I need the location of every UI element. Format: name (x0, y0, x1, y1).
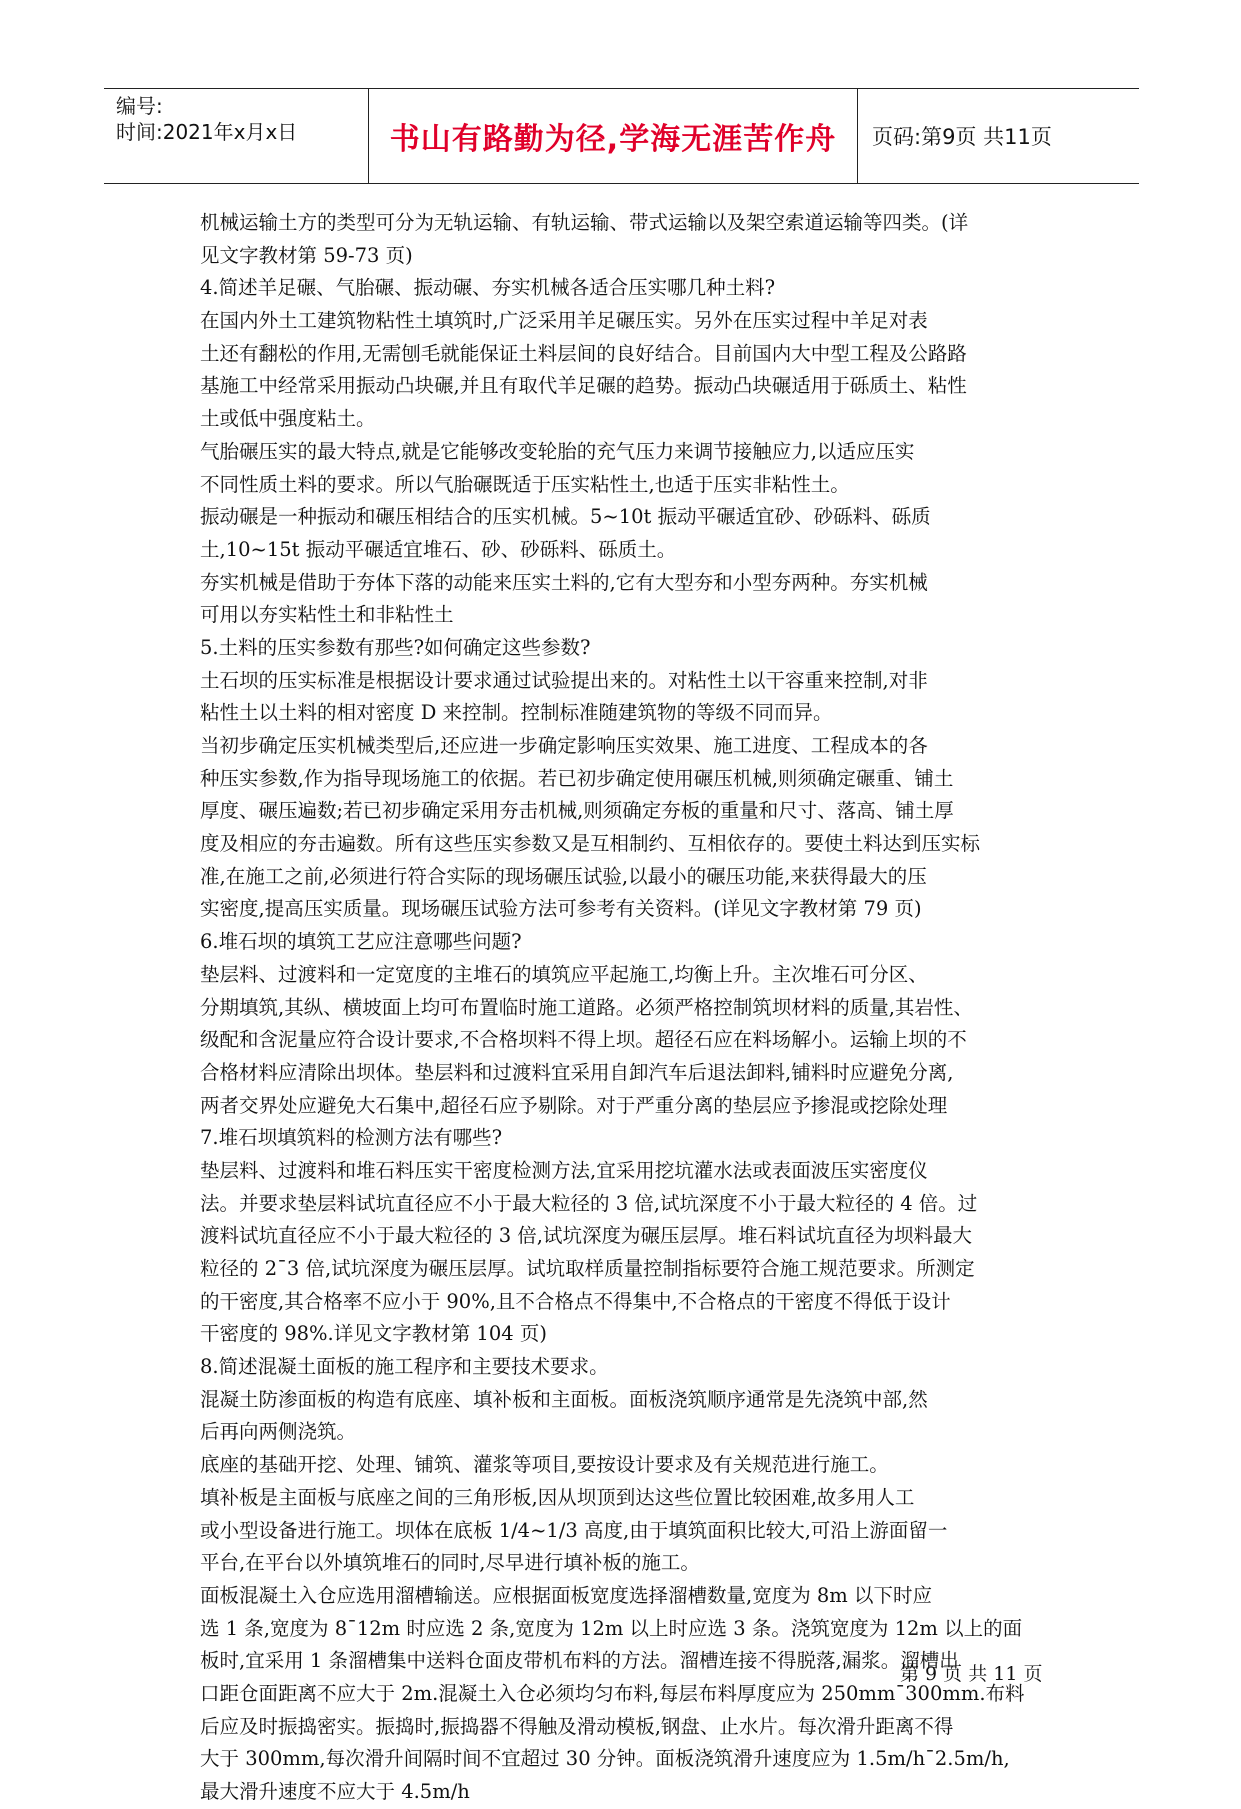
text-line: 实密度,提高压实质量。现场碾压试验方法可参考有关资料。(详见文字教材第 79 页) (200, 897, 922, 921)
text-line: 振动碾是一种振动和碾压相结合的压实机械。5~10t 振动平碾适宜砂、砂砾料、砾质 (200, 505, 931, 529)
text-line: 法。并要求垫层料试坑直径应不小于最大粒径的 3 倍,试坑深度不小于最大粒径的 4 倍。过 (200, 1191, 978, 1215)
text-line: 土还有翻松的作用,无需刨毛就能保证土料层间的良好结合。目前国内大中型工程及公路路 (200, 341, 967, 365)
text-line: 混凝土防渗面板的构造有底座、填补板和主面板。面板浇筑顺序通常是先浇筑中部,然 (200, 1387, 928, 1411)
text-line: 5.土料的压实参数有那些?如何确定这些参数? (200, 635, 591, 659)
text-line: 口距仓面距离不应大于 2m.混凝土入仓必须均匀布料,每层布料厚度应为 250mm¯300mm.布料 (200, 1681, 1025, 1705)
text-line: 当初步确定压实机械类型后,还应进一步确定影响压实效果、施工进度、工程成本的各 (200, 734, 928, 757)
page-footer: 第 9 页 共 11 页 (900, 1663, 1043, 1685)
text-line: 底座的基础开挖、处理、铺筑、灌浆等项目,要按设计要求及有关规范进行施工。 (200, 1453, 889, 1477)
text-line: 不同性质土料的要求。所以气胎碾既适于压实粘性土,也适于压实非粘性土。 (200, 472, 850, 496)
header-motto: 书山有路勤为径,学海无涯苦作舟 (389, 122, 837, 157)
text-line: 见文字教材第 59-73 页) (200, 243, 413, 267)
text-line: 基施工中经常采用振动凸块碾,并且有取代羊足碾的趋势。振动凸块碾适用于砾质土、粘性 (200, 374, 967, 398)
text-line: 粒径的 2¯3 倍,试坑深度为碾压层厚。试坑取样质量控制指标要符合施工规范要求。所测定 (200, 1257, 975, 1280)
text-line: 填补板是主面板与底座之间的三角形板,因从坝顶到达这些位置比较困难,故多用人工 (200, 1485, 915, 1509)
text-line: 干密度的 98%.详见文字教材第 104 页) (200, 1322, 547, 1346)
text-line: 后再向两侧浇筑。 (200, 1420, 357, 1444)
header-motto-cell (368, 89, 858, 183)
header-meta (104, 89, 368, 183)
text-line: 度及相应的夯击遍数。所有这些压实参数又是互相制约、互相依存的。要使土料达到压实标 (200, 832, 981, 856)
text-line: 准,在施工之前,必须进行符合实际的现场碾压试验,以最小的碾压功能,来获得最大的压 (200, 864, 927, 888)
page-header (104, 88, 1139, 184)
text-line: 种压实参数,作为指导现场施工的依据。若已初步确定使用碾压机械,则须确定碾重、铺土 (200, 766, 954, 790)
text-line: 平台,在平台以外填筑堆石的同时,尽早进行填补板的施工。 (200, 1551, 700, 1575)
text-line: 7.堆石坝填筑料的检测方法有哪些? (200, 1126, 503, 1150)
text-line: 大于 300mm,每次滑升间隔时间不宜超过 30 分钟。面板浇筑滑升速度应为 1.5m/h¯2.5m/h, (200, 1747, 1010, 1771)
text-line: 夯实机械是借助于夯体下落的动能来压实土料的,它有大型夯和小型夯两种。夯实机械 (200, 570, 928, 594)
header-page-cell (858, 89, 1139, 183)
header-page-label: 页码:第9页 共11页 (872, 125, 1052, 149)
text-line: 或小型设备进行施工。坝体在底板 1/4~1/3 高度,由于填筑面积比较大,可沿上游面留一 (200, 1518, 948, 1542)
document-time-label: 时间:2021年x月x日 (116, 120, 298, 144)
text-line: 在国内外土工建筑物粘性土填筑时,广泛采用羊足碾压实。另外在压实过程中羊足对表 (200, 309, 928, 333)
text-line: 粘性土以土料的相对密度 D 来控制。控制标准随建筑物的等级不同而异。 (200, 701, 833, 725)
text-line: 两者交界处应避免大石集中,超径石应予剔除。对于严重分离的垫层应予掺混或挖除处理 (200, 1093, 948, 1117)
text-line: 后应及时振捣密实。振捣时,振捣器不得触及滑动模板,钢盘、止水片。每次滑升距离不得 (200, 1714, 954, 1738)
text-line: 土,10~15t 振动平碾适宜堆石、砂、砂砾料、砾质土。 (200, 537, 677, 561)
text-line: 8.简述混凝土面板的施工程序和主要技术要求。 (200, 1355, 609, 1379)
text-line: 级配和含泥量应符合设计要求,不合格坝料不得上坝。超径石应在料场解小。运输上坝的不 (200, 1028, 967, 1052)
text-line: 4.简述羊足碾、气胎碾、振动碾、夯实机械各适合压实哪几种土料? (200, 276, 776, 300)
text-line: 土或低中强度粘土。 (200, 407, 376, 431)
text-line: 机械运输土方的类型可分为无轨运输、有轨运输、带式运输以及架空索道运输等四类。(详 (200, 211, 969, 234)
text-line: 合格材料应清除出坝体。垫层料和过渡料宜采用自卸汽车后退法卸料,铺料时应避免分离, (200, 1060, 954, 1084)
document-number-label: 编号: (116, 94, 163, 118)
text-line: 气胎碾压实的最大特点,就是它能够改变轮胎的充气压力来调节接触应力,以适应压实 (200, 439, 915, 463)
text-line: 渡料试坑直径应不小于最大粒径的 3 倍,试坑深度为碾压层厚。堆石料试坑直径为坝料最大 (200, 1224, 973, 1248)
text-line: 选 1 条,宽度为 8¯12m 时应选 2 条,宽度为 12m 以上时应选 3 条。浇筑宽度为 12m 以上的面 (200, 1616, 1023, 1640)
document-body (200, 207, 1046, 1809)
text-line: 垫层料、过渡料和一定宽度的主堆石的填筑应平起施工,均衡上升。主次堆石可分区、 (200, 962, 928, 986)
text-line: 最大滑升速度不应大于 4.5m/h (200, 1780, 470, 1803)
text-line: 土石坝的压实标准是根据设计要求通过试验提出来的。对粘性土以干容重来控制,对非 (200, 668, 928, 692)
text-line: 分期填筑,其纵、横坡面上均可布置临时施工道路。必须严格控制筑坝材料的质量,其岩性、 (200, 995, 973, 1019)
text-line: 面板混凝土入仓应选用溜槽输送。应根据面板宽度选择溜槽数量,宽度为 8m 以下时应 (200, 1583, 932, 1607)
text-line: 的干密度,其合格率不应小于 90%,且不合格点不得集中,不合格点的干密度不得低于设计 (200, 1289, 951, 1313)
text-line: 垫层料、过渡料和堆石料压实干密度检测方法,宜采用挖坑灌水法或表面波压实密度仪 (200, 1158, 928, 1182)
text-line: 板时,宜采用 1 条溜槽集中送料仓面皮带机布料的方法。溜槽连接不得脱落,漏浆。溜槽出 (200, 1649, 959, 1673)
text-line: 厚度、碾压遍数;若已初步确定采用夯击机械,则须确定夯板的重量和尺寸、落高、铺土厚 (200, 799, 954, 823)
text-line: 6.堆石坝的填筑工艺应注意哪些问题? (200, 930, 522, 954)
text-line: 可用以夯实粘性土和非粘性土 (200, 603, 454, 627)
